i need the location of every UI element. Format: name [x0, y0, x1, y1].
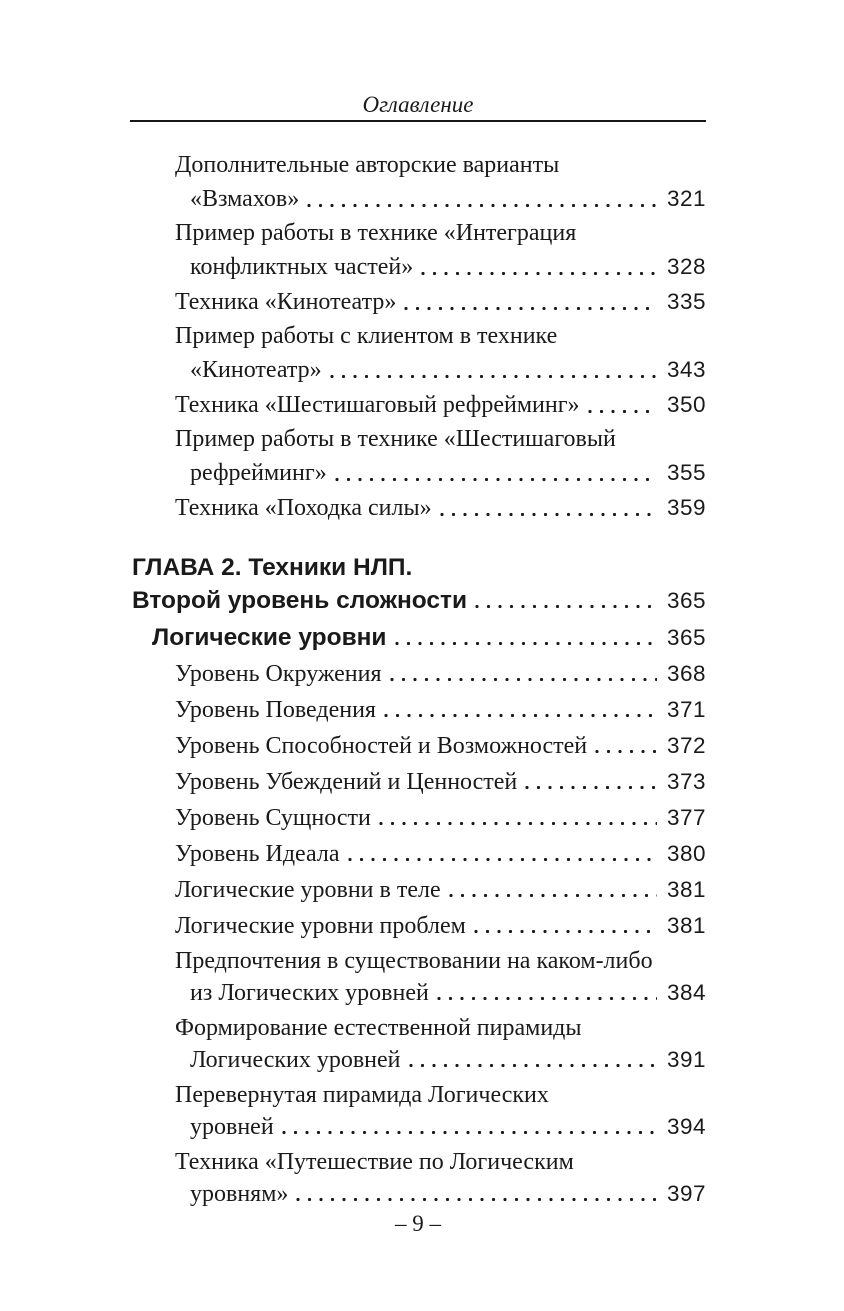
toc-section-2 — [130, 658, 706, 1210]
toc-entry — [130, 285, 706, 319]
toc-entry-page: 359 — [666, 495, 706, 520]
toc-entry-page: 394 — [666, 1114, 706, 1139]
chapter-heading-line1: ГЛАВА 2. Техники НЛП. — [132, 554, 413, 581]
dot-leader — [449, 891, 657, 900]
toc-entry — [130, 910, 706, 942]
toc-entry — [130, 1013, 706, 1076]
subchapter-title: Логические уровни — [152, 624, 387, 651]
dot-leader — [296, 1195, 657, 1204]
dot-leader — [588, 407, 657, 416]
toc-entry-title: Дополнительные авторские варианты — [175, 152, 560, 178]
toc-entry-page: 377 — [666, 805, 706, 830]
toc-entry-title-cont: «Кинотеатр» — [190, 357, 322, 383]
toc-entry-page: 380 — [666, 841, 706, 866]
toc-entry-title-cont: конфликтных частей» — [190, 254, 414, 280]
toc-entry-title: Пример работы в технике «Шестишаговый — [175, 426, 616, 452]
toc-entry-page: 321 — [666, 186, 706, 211]
dot-leader — [440, 510, 657, 519]
toc-entry — [130, 491, 706, 525]
dot-leader — [409, 1061, 657, 1070]
toc-entry-page: 381 — [666, 913, 706, 938]
toc-entry-page: 350 — [666, 392, 706, 417]
toc-entry-title: Формирование естественной пирамиды — [175, 1015, 582, 1041]
toc-entry-title: Уровень Убеждений и Ценностей — [175, 769, 518, 795]
toc-entry-title: Логические уровни в теле — [175, 877, 441, 903]
chapter-page: 365 — [666, 588, 706, 613]
toc-entry — [130, 838, 706, 870]
toc-entry-page: 371 — [666, 697, 706, 722]
dot-leader — [395, 639, 657, 648]
toc-entry-page: 384 — [666, 980, 706, 1005]
toc-entry — [130, 874, 706, 906]
subchapter-heading — [130, 621, 706, 654]
toc-entry-page: 335 — [666, 289, 706, 314]
toc-entry-page: 373 — [666, 769, 706, 794]
dot-leader — [282, 1128, 657, 1137]
toc-entry — [130, 946, 706, 1009]
dot-leader — [384, 711, 657, 720]
dot-leader — [525, 783, 657, 792]
toc-entry — [130, 388, 706, 422]
toc-entry-title-cont: из Логических уровней — [190, 980, 429, 1006]
dot-leader — [404, 304, 657, 313]
dot-leader — [474, 927, 657, 936]
toc-entry-title: Уровень Сущности — [175, 805, 371, 831]
dot-leader — [595, 747, 657, 756]
dot-leader — [421, 269, 657, 278]
toc-entry-page: 391 — [666, 1047, 706, 1072]
toc-entry-title: Логические уровни проблем — [175, 913, 466, 939]
toc-entry-title: Уровень Поведения — [175, 697, 376, 723]
toc-entry — [130, 423, 706, 490]
toc-entry-title: Предпочтения в существовании на каком-либо — [175, 948, 653, 974]
dot-leader — [437, 994, 657, 1003]
toc-entry-title: Техника «Походка силы» — [175, 495, 432, 521]
toc-entry-title-cont: уровням» — [190, 1181, 289, 1207]
dot-leader — [390, 675, 657, 684]
toc-entry-page: 372 — [666, 733, 706, 758]
toc-entry-title-cont: Логических уровней — [190, 1047, 401, 1073]
toc-section-1 — [130, 149, 706, 525]
dot-leader — [335, 475, 657, 484]
toc-entry-page: 343 — [666, 357, 706, 382]
toc-entry-title: Техника «Шестишаговый рефрейминг» — [175, 392, 580, 418]
toc-entry — [130, 694, 706, 726]
toc-entry — [130, 658, 706, 690]
toc-entry-page: 355 — [666, 460, 706, 485]
toc-entry-title: Уровень Способностей и Возможностей — [175, 733, 588, 759]
page-content — [130, 0, 706, 1214]
dot-leader — [348, 855, 657, 864]
toc-entry-title: Техника «Путешествие по Логическим — [175, 1149, 574, 1175]
toc-entry-page: 397 — [666, 1181, 706, 1206]
toc-entry-title-cont: «Взмахов» — [190, 186, 300, 212]
toc-entry-title-cont: уровней — [190, 1114, 274, 1140]
toc-entry-title: Перевернутая пирамида Логических — [175, 1082, 549, 1108]
toc-entry-title: Техника «Кинотеатр» — [175, 289, 397, 315]
toc-entry-page: 328 — [666, 254, 706, 279]
dot-leader — [379, 819, 657, 828]
toc-entry-page: 368 — [666, 661, 706, 686]
subchapter-page: 365 — [666, 625, 706, 650]
chapter-heading-line2: Второй уровень сложности — [132, 587, 468, 614]
toc-entry-title: Пример работы в технике «Интеграция — [175, 220, 577, 246]
running-head: Оглавление — [362, 92, 474, 117]
toc-entry — [130, 217, 706, 284]
toc-entry-title: Уровень Идеала — [175, 841, 340, 867]
toc-entry — [130, 1147, 706, 1210]
dot-leader — [330, 372, 657, 381]
dot-leader — [307, 201, 657, 210]
toc-entry-title: Уровень Окружения — [175, 661, 382, 687]
toc-entry — [130, 766, 706, 798]
toc-entry-page: 381 — [666, 877, 706, 902]
dot-leader — [475, 602, 657, 611]
toc-entry — [130, 320, 706, 387]
chapter-heading — [130, 551, 706, 617]
toc-entry-title-cont: рефрейминг» — [190, 460, 327, 486]
toc-entry-title: Пример работы с клиентом в технике — [175, 323, 558, 349]
header-rule — [130, 120, 706, 122]
toc-entry — [130, 802, 706, 834]
toc-entry — [130, 149, 706, 216]
toc-entry — [130, 730, 706, 762]
toc-entry — [130, 1080, 706, 1143]
page-folio: – 9 – — [395, 1211, 441, 1236]
